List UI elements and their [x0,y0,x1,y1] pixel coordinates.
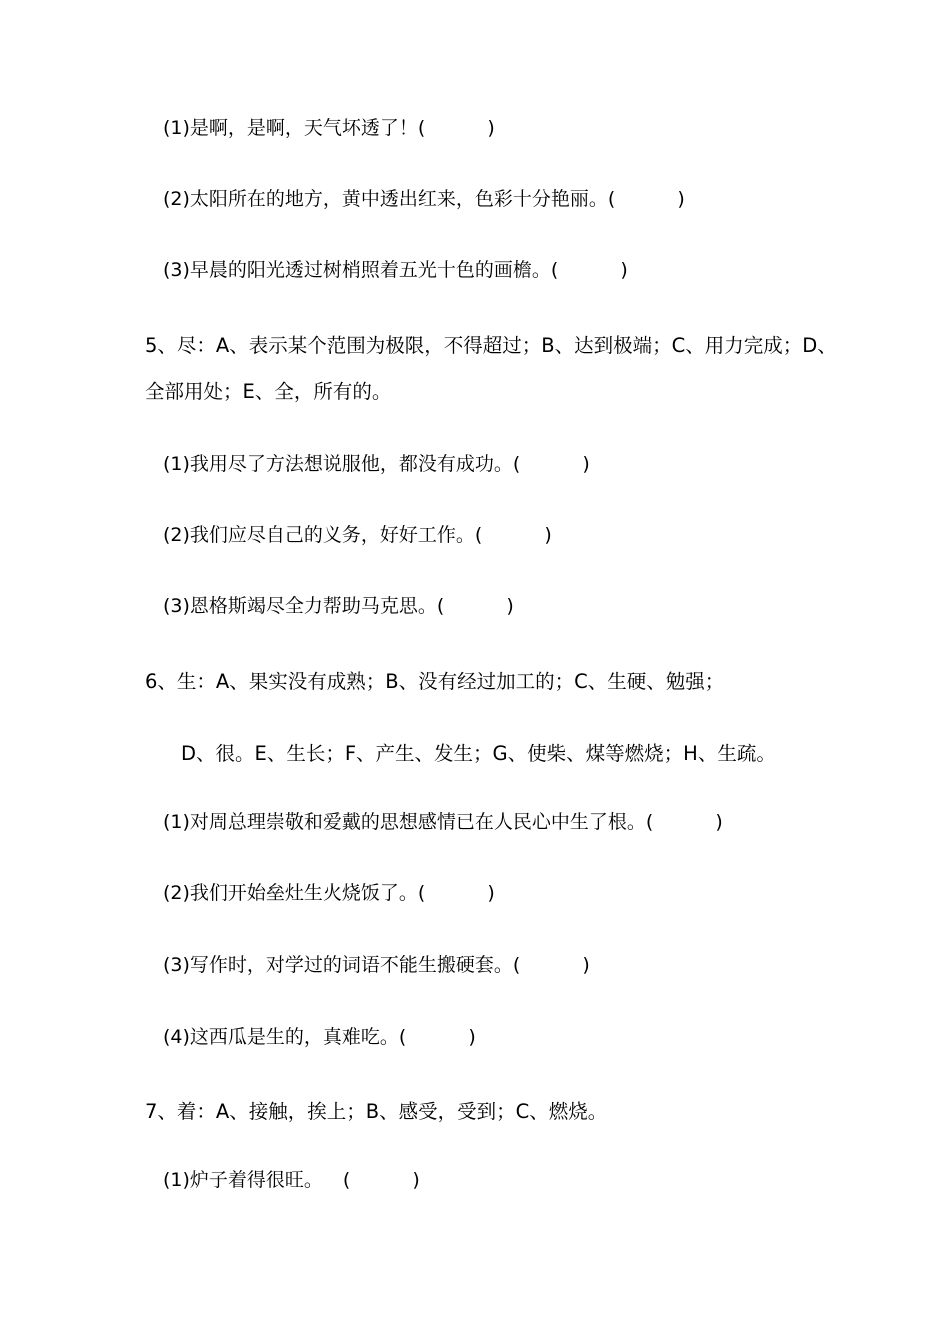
q5-heading-line-1: 5、尽：A、表示某个范围为极限，不得超过；B、达到极端；C、用力完成；D、 [145,334,837,357]
q5-item-3-text: (3)恩格斯竭尽全力帮助马克思。( [163,595,445,617]
q6-heading-line-1: 6、生：A、果实没有成熟；B、没有经过加工的；C、生硬、勉强； [145,670,725,693]
q4-item-2-text: (2)太阳所在的地方，黄中透出红来，色彩十分艳丽。( [163,188,616,210]
q6-item-3-text: (3)写作时，对学过的词语不能生搬硬套。( [163,954,521,976]
q4-item-2-close: ) [677,188,685,210]
q7-item-1-close: ) [412,1169,420,1191]
q4-item-1 [163,116,495,140]
q4-item-2 [163,187,685,211]
q5-item-3-close: ) [506,595,514,617]
q7-item-1-open: ( [342,1169,351,1191]
q7-heading-line-1: 7、着：A、接触，挨上；B、感受，受到；C、燃烧。 [145,1100,608,1123]
q5-item-1-text: (1)我用尽了方法想说服他，都没有成功。( [163,453,521,475]
q5-item-3 [163,594,514,618]
q6-item-3-close: ) [582,954,590,976]
q6-item-1-text: (1)对周总理崇敬和爱戴的思想感情已在人民心中生了根。( [163,811,654,833]
q6-item-2-text: (2)我们开始垒灶生火烧饭了。( [163,882,426,904]
q7-item-1 [163,1168,420,1192]
q6-item-4-text: (4)这西瓜是生的，真难吃。( [163,1026,407,1048]
q5-item-2 [163,523,552,547]
q4-item-3-text: (3)早晨的阳光透过树梢照着五光十色的画檐。( [163,259,559,281]
q7-item-1-text: (1)炉子着得很旺。 [163,1169,323,1191]
q6-item-1 [163,810,723,834]
q4-item-3-close: ) [620,259,628,281]
q5-item-1-close: ) [582,453,590,475]
q5-heading-line-2: 全部用处；E、全，所有的。 [145,380,392,403]
q4-item-1-close: ) [487,117,495,139]
q4-item-3 [163,258,628,282]
q5-item-1 [163,452,590,476]
q6-item-1-close: ) [715,811,723,833]
q6-item-4-close: ) [468,1026,476,1048]
q4-item-1-text: (1)是啊，是啊，天气坏透了！( [163,117,426,139]
q5-item-2-close: ) [544,524,552,546]
q6-item-2-close: ) [487,882,495,904]
q6-heading-line-2: D、很。E、生长；F、产生、发生；G、使柴、煤等燃烧；H、生疏。 [181,742,776,765]
q5-item-2-text: (2)我们应尽自己的义务，好好工作。( [163,524,483,546]
q6-item-2 [163,881,495,905]
q6-item-3 [163,953,590,977]
q6-item-4 [163,1025,476,1049]
